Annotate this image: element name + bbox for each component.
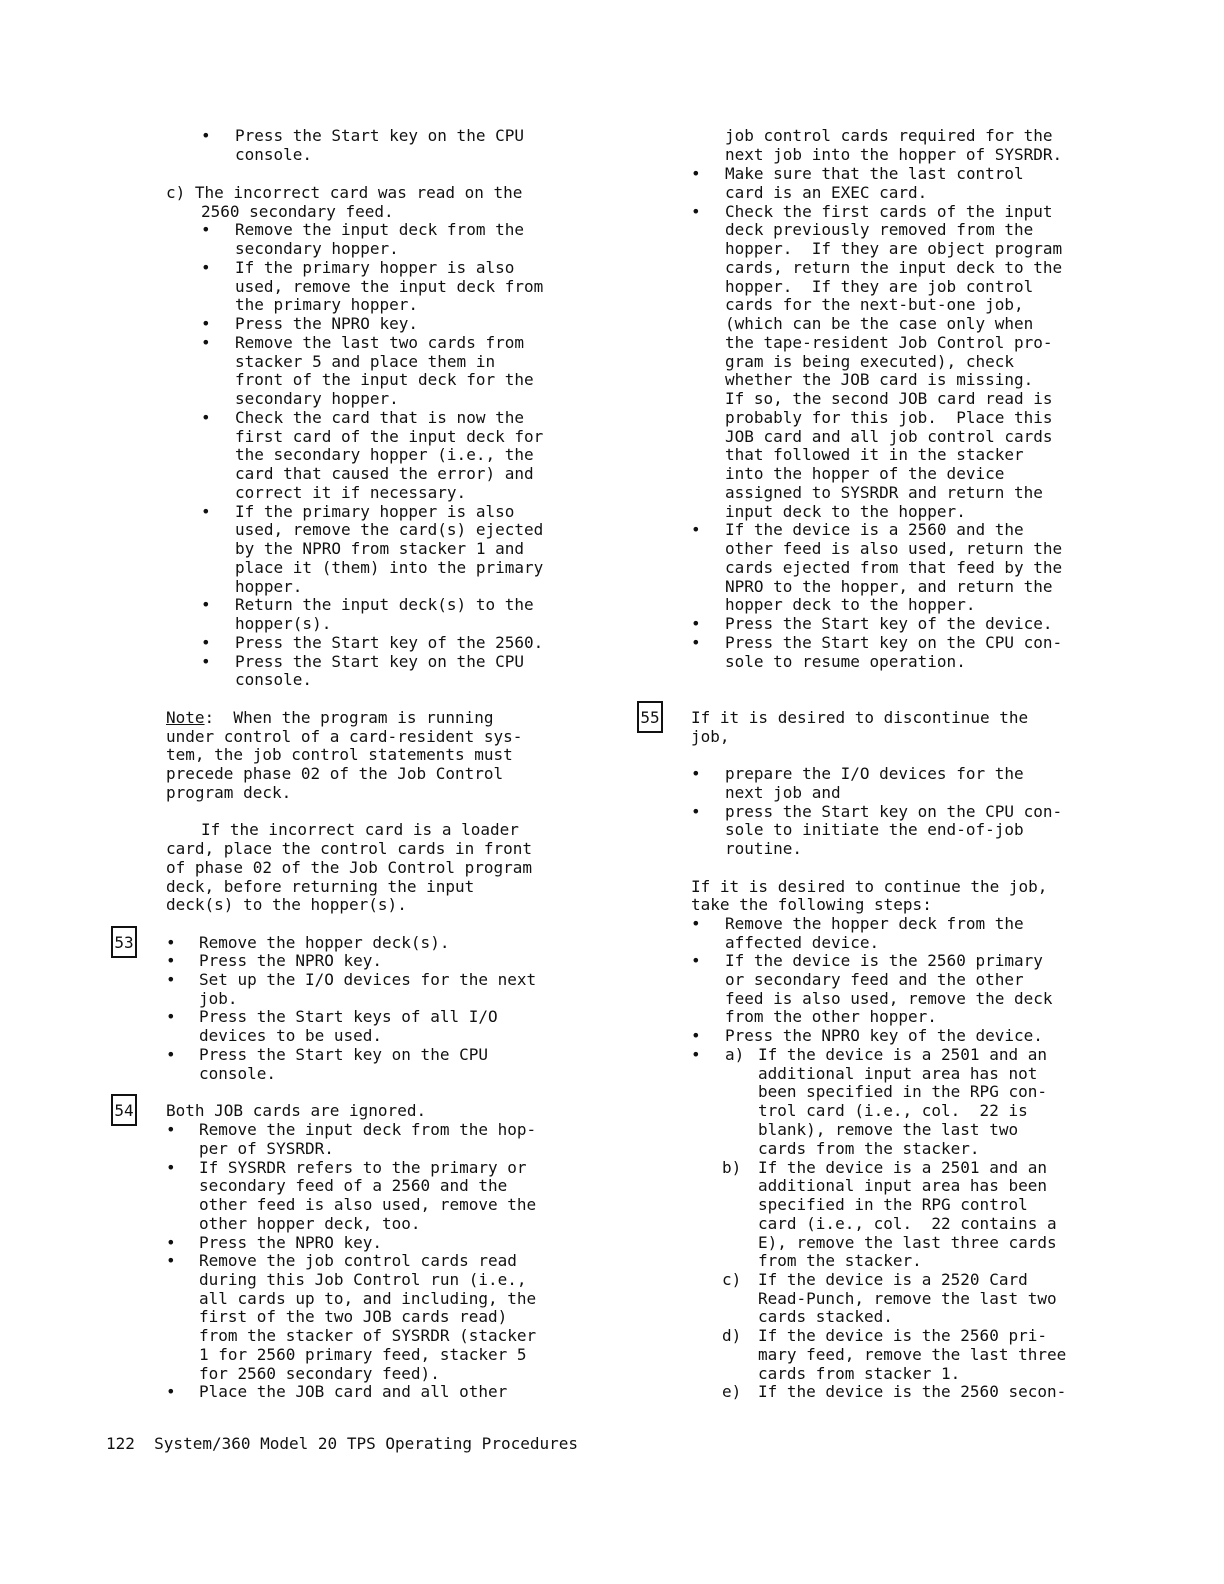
text-line: blank), remove the last two <box>758 1120 1019 1139</box>
bullet: • <box>166 1233 176 1252</box>
bullet: • <box>166 951 176 970</box>
item-letter: c) <box>722 1270 742 1289</box>
text-line: sole to resume operation. <box>725 652 966 671</box>
text-line: NPRO to the hopper, and return the <box>725 577 1053 596</box>
bullet: • <box>691 951 701 970</box>
text-line: Press the NPRO key. <box>199 951 383 970</box>
bullet: • <box>691 1026 701 1045</box>
text-line: hopper. If they are job control <box>725 277 1034 296</box>
text-line: hopper. If they are object program <box>725 239 1063 258</box>
text-line: feed is also used, remove the deck <box>725 989 1053 1008</box>
text-line: deck(s) to the hopper(s). <box>166 895 407 914</box>
bullet: • <box>166 1007 176 1026</box>
text-line: Check the card that is now the <box>235 408 524 427</box>
text-line: gram is being executed), check <box>725 352 1014 371</box>
text-line: If the device is a 2520 Card <box>758 1270 1028 1289</box>
text-line: cards for the next-but-one job, <box>725 295 1024 314</box>
bullet: • <box>201 220 211 239</box>
text-line: routine. <box>725 839 803 858</box>
bullet: • <box>201 126 211 145</box>
text-line: been specified in the RPG con- <box>758 1082 1047 1101</box>
text-line: Check the first cards of the input <box>725 202 1053 221</box>
text-line: mary feed, remove the last three <box>758 1345 1067 1364</box>
bullet: • <box>201 258 211 277</box>
text-line: all cards up to, and including, the <box>199 1289 537 1308</box>
text-line: c) The incorrect card was read on the <box>166 183 523 202</box>
text-line: first card of the input deck for <box>235 427 544 446</box>
text-line: input deck to the hopper. <box>725 502 966 521</box>
text-line: secondary hopper. <box>235 389 399 408</box>
text-line: Press the Start key on the CPU con- <box>725 633 1063 652</box>
bullet: • <box>166 970 176 989</box>
text-line: Press the NPRO key of the device. <box>725 1026 1043 1045</box>
text-line: If the device is the 2560 primary <box>725 951 1043 970</box>
text-line: under control of a card-resident sys- <box>166 727 523 746</box>
text-line: additional input area has not <box>758 1064 1038 1083</box>
text-line: affected device. <box>725 933 880 952</box>
item-letter: e) <box>722 1382 742 1401</box>
text-line: sole to initiate the end-of-job <box>725 820 1024 839</box>
text-line: tem, the job control statements must <box>166 745 513 764</box>
bullet: • <box>691 520 701 539</box>
text-line: the tape-resident Job Control pro- <box>725 333 1053 352</box>
text-line: probably for this job. Place this <box>725 408 1053 427</box>
text-line: job. <box>199 989 238 1008</box>
text-line: press the Start key on the CPU con- <box>725 802 1063 821</box>
text-line: Remove the input deck from the hop- <box>199 1120 537 1139</box>
bullet: • <box>166 1158 176 1177</box>
text-line: Set up the I/O devices for the next <box>199 970 537 989</box>
bullet: • <box>691 802 701 821</box>
text-line: Press the Start keys of all I/O <box>199 1007 498 1026</box>
text-line: secondary feed of a 2560 and the <box>199 1176 508 1195</box>
text-line: If the device is the 2560 pri- <box>758 1326 1047 1345</box>
text-line: during this Job Control run (i.e., <box>199 1270 527 1289</box>
text-line: card that caused the error) and <box>235 464 534 483</box>
bullet: • <box>201 652 211 671</box>
text-line: take the following steps: <box>691 895 932 914</box>
text-line: Remove the hopper deck(s). <box>199 933 450 952</box>
text-line: other feed is also used, return the <box>725 539 1063 558</box>
bullet: • <box>201 408 211 427</box>
step-marker-53: 53 <box>111 933 137 952</box>
text-line: job, <box>691 727 730 746</box>
bullet: • <box>691 914 701 933</box>
bullet: • <box>166 933 176 952</box>
text-line: cards from the stacker. <box>758 1139 980 1158</box>
text-line: hopper deck to the hopper. <box>725 595 976 614</box>
text-line: 1 for 2560 primary feed, stacker 5 <box>199 1345 527 1364</box>
bullet: • <box>201 314 211 333</box>
text-line: Press the Start key of the 2560. <box>235 633 544 652</box>
text-line: program deck. <box>166 783 292 802</box>
text-line: If SYSRDR refers to the primary or <box>199 1158 527 1177</box>
text-line: the primary hopper. <box>235 295 419 314</box>
text-line: deck, before returning the input <box>166 877 475 896</box>
text-line: next job and <box>725 783 841 802</box>
text-line: used, remove the input deck from <box>235 277 544 296</box>
text-line: Remove the last two cards from <box>235 333 524 352</box>
text-line: front of the input deck for the <box>235 370 534 389</box>
text-line: or secondary feed and the other <box>725 970 1024 989</box>
bullet: • <box>166 1382 176 1401</box>
text-line: Remove the job control cards read <box>199 1251 517 1270</box>
text-line: next job into the hopper of SYSRDR. <box>725 145 1063 164</box>
text-line: card is an EXEC card. <box>725 183 928 202</box>
text-line: If the device is a 2560 and the <box>725 520 1024 539</box>
text-line: job control cards required for the <box>725 126 1053 145</box>
text-line: Press the NPRO key. <box>199 1233 383 1252</box>
bullet: • <box>166 1045 176 1064</box>
step-marker-55: 55 <box>637 708 663 727</box>
text-line: used, remove the card(s) ejected <box>235 520 544 539</box>
bullet: • <box>691 1045 701 1064</box>
text-line: Make sure that the last control <box>725 164 1024 183</box>
text-line: devices to be used. <box>199 1026 383 1045</box>
text-line: Press the Start key on the CPU <box>235 652 524 671</box>
text-line: If the device is a 2501 and an <box>758 1158 1047 1177</box>
text-line: trol card (i.e., col. 22 is <box>758 1101 1028 1120</box>
step-marker-54: 54 <box>111 1101 137 1120</box>
text-line: If the primary hopper is also <box>235 502 515 521</box>
text-line: other hopper deck, too. <box>199 1214 421 1233</box>
text-line: Press the Start key on the CPU <box>235 126 524 145</box>
text-line: cards stacked. <box>758 1307 893 1326</box>
bullet: • <box>201 333 211 352</box>
bullet: • <box>201 595 211 614</box>
text-line: Remove the input deck from the <box>235 220 524 239</box>
text-line: first of the two JOB cards read) <box>199 1307 508 1326</box>
text-line: cards, return the input deck to the <box>725 258 1063 277</box>
text-line: that followed it in the stacker <box>725 445 1024 464</box>
text-line: If it is desired to continue the job, <box>691 877 1048 896</box>
bullet: • <box>166 1120 176 1139</box>
text-line: Read-Punch, remove the last two <box>758 1289 1057 1308</box>
text-line: console. <box>235 145 313 164</box>
note-text: : When the program is running <box>204 708 494 727</box>
item-letter: a) <box>725 1045 745 1064</box>
bullet: • <box>691 164 701 183</box>
bullet: • <box>691 764 701 783</box>
text-line: whether the JOB card is missing. <box>725 370 1034 389</box>
text-line: of phase 02 of the Job Control program <box>166 858 533 877</box>
text-line: If the primary hopper is also <box>235 258 515 277</box>
text-line: correct it if necessary. <box>235 483 467 502</box>
text-line: JOB card and all job control cards <box>725 427 1053 446</box>
text-line: for 2560 secondary feed). <box>199 1364 440 1383</box>
text-line: prepare the I/O devices for the <box>725 764 1024 783</box>
text-line: hopper. <box>235 577 303 596</box>
text-line: If it is desired to discontinue the <box>691 708 1029 727</box>
text-line: (which can be the case only when <box>725 314 1034 333</box>
text-line: per of SYSRDR. <box>199 1139 334 1158</box>
page-footer: 122 System/360 Model 20 TPS Operating Procedures <box>106 1434 579 1453</box>
text-line: specified in the RPG control <box>758 1195 1028 1214</box>
text-line: cards ejected from that feed by the <box>725 558 1063 577</box>
text-line: Press the Start key on the CPU <box>199 1045 488 1064</box>
text-line: cards from stacker 1. <box>758 1364 961 1383</box>
text-line: Remove the hopper deck from the <box>725 914 1024 933</box>
text-line: Press the NPRO key. <box>235 314 419 333</box>
text-line: card, place the control cards in front <box>166 839 533 858</box>
text-line: deck previously removed from the <box>725 220 1034 239</box>
text-line: from the stacker of SYSRDR (stacker <box>199 1326 537 1345</box>
text-line: Press the Start key of the device. <box>725 614 1053 633</box>
text-line: place it (them) into the primary <box>235 558 544 577</box>
bullet: • <box>201 633 211 652</box>
note-label: Note <box>166 708 205 727</box>
text-line: If the device is a 2501 and an <box>758 1045 1047 1064</box>
text-line: Both JOB cards are ignored. <box>166 1101 427 1120</box>
text-line: into the hopper of the device <box>725 464 1005 483</box>
text-line: other feed is also used, remove the <box>199 1195 537 1214</box>
text-line: E), remove the last three cards <box>758 1233 1057 1252</box>
text-line: If so, the second JOB card read is <box>725 389 1053 408</box>
text-line: from the other hopper. <box>725 1007 937 1026</box>
text-line: hopper(s). <box>235 614 332 633</box>
item-letter: d) <box>722 1326 742 1345</box>
bullet: • <box>691 614 701 633</box>
text-line: console. <box>235 670 313 689</box>
bullet: • <box>691 202 701 221</box>
text-line: additional input area has been <box>758 1176 1047 1195</box>
text-line: by the NPRO from stacker 1 and <box>235 539 524 558</box>
bullet: • <box>691 633 701 652</box>
text-line: If the incorrect card is a loader <box>201 820 519 839</box>
text-line: assigned to SYSRDR and return the <box>725 483 1043 502</box>
text-line: console. <box>199 1064 277 1083</box>
text-line: 2560 secondary feed. <box>201 202 394 221</box>
note-line <box>166 708 494 727</box>
text-line: secondary hopper. <box>235 239 399 258</box>
text-line: Place the JOB card and all other <box>199 1382 508 1401</box>
item-letter: b) <box>722 1158 742 1177</box>
bullet: • <box>201 502 211 521</box>
text-line: If the device is the 2560 secon- <box>758 1382 1067 1401</box>
text-line: stacker 5 and place them in <box>235 352 496 371</box>
bullet: • <box>166 1251 176 1270</box>
text-line: precede phase 02 of the Job Control <box>166 764 504 783</box>
text-line: the secondary hopper (i.e., the <box>235 445 534 464</box>
text-line: from the stacker. <box>758 1251 922 1270</box>
text-line: Return the input deck(s) to the <box>235 595 534 614</box>
text-line: card (i.e., col. 22 contains a <box>758 1214 1057 1233</box>
